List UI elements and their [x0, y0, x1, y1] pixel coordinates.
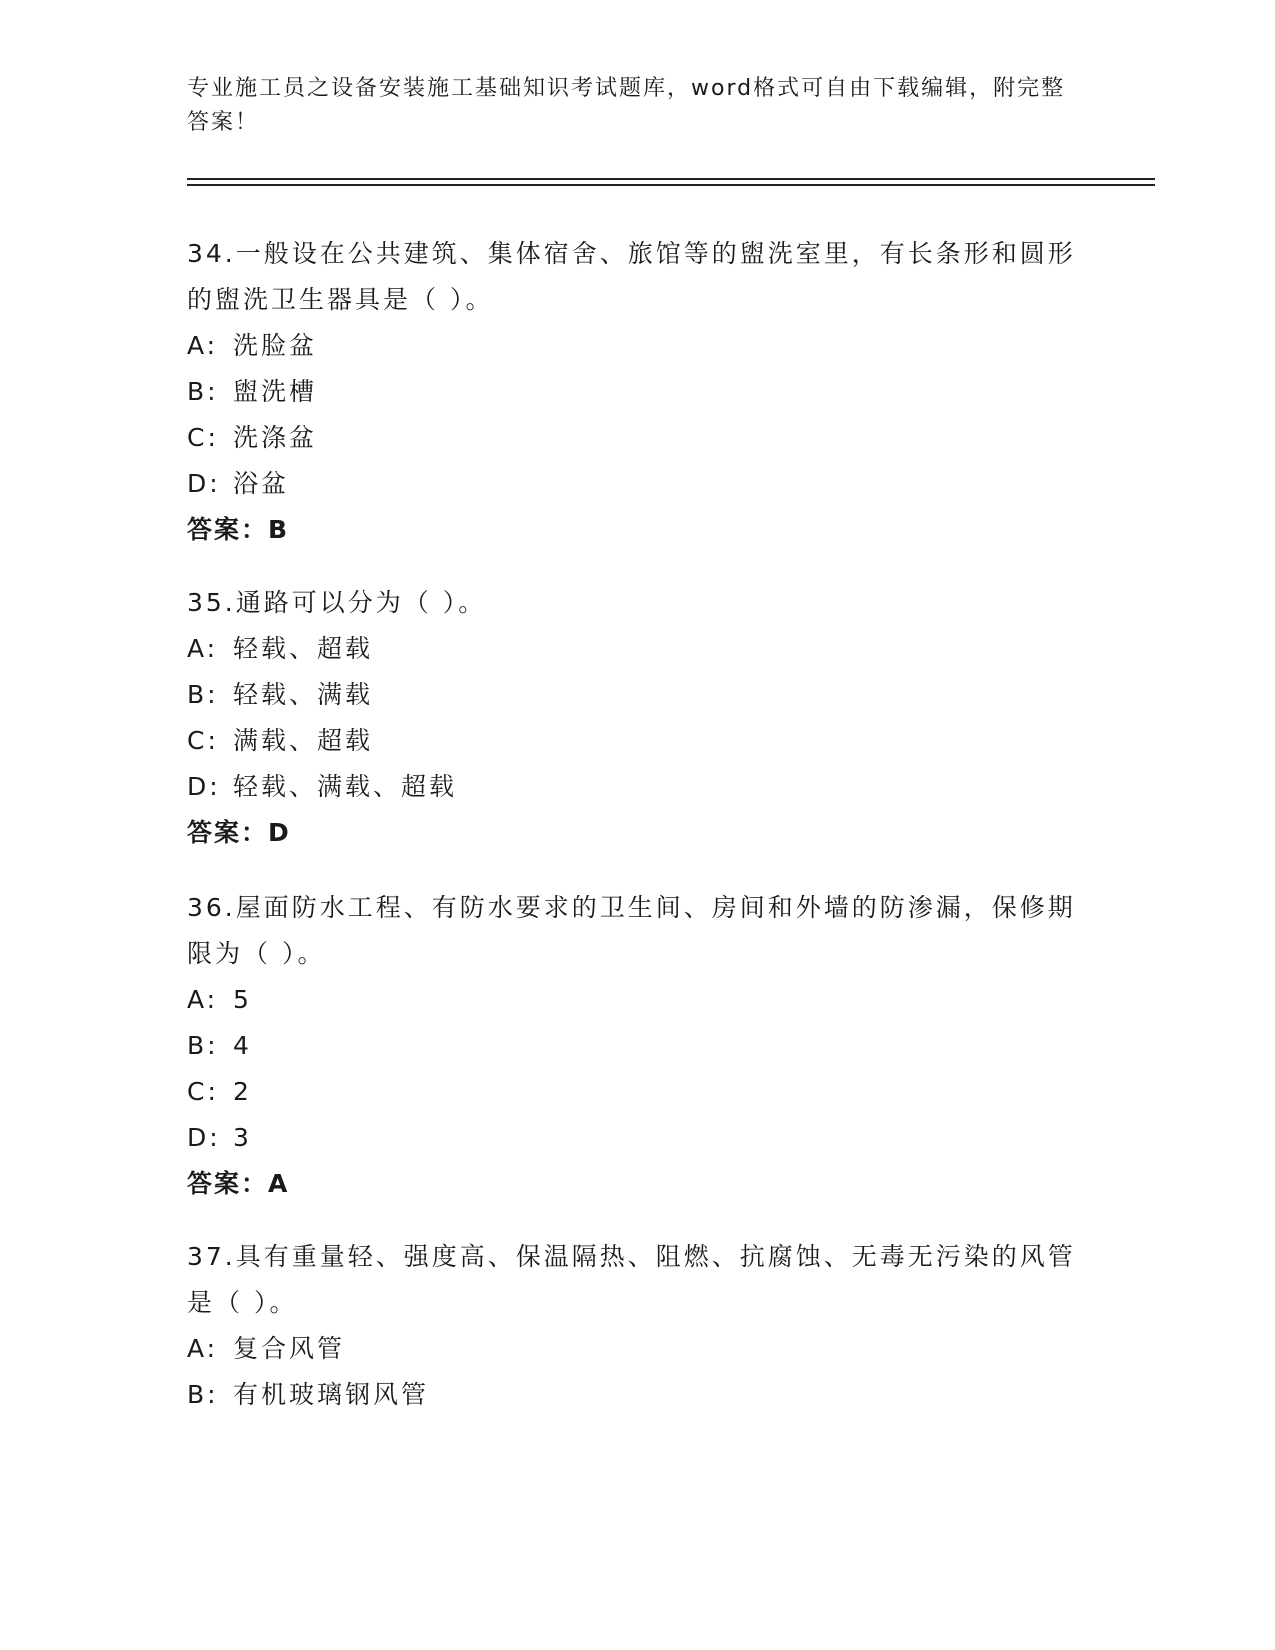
- option-a: [187, 323, 1087, 369]
- option-text: 盥洗槽: [233, 377, 318, 406]
- option-text: 浴盆: [233, 469, 290, 498]
- option-b: [187, 1372, 1087, 1418]
- question-34: [187, 231, 1087, 553]
- option-d: [187, 461, 1087, 507]
- option-text: 2: [233, 1077, 252, 1106]
- option-b: [187, 1023, 1087, 1069]
- option-a: [187, 626, 1087, 672]
- option-letter: B:: [187, 1031, 219, 1060]
- option-text: 5: [233, 985, 252, 1014]
- option-letter: D:: [187, 772, 221, 801]
- question-35: [187, 580, 1087, 856]
- option-text: 洗脸盆: [233, 331, 318, 360]
- question-text: 37.具有重量轻、强度高、保温隔热、阻燃、抗腐蚀、无毒无污染的风管是（ ）。: [187, 1242, 1076, 1317]
- option-letter: D:: [187, 469, 221, 498]
- question-37: [187, 1234, 1087, 1418]
- option-text: 轻载、满载、超载: [233, 772, 458, 801]
- option-letter: A:: [187, 634, 219, 663]
- option-letter: B:: [187, 1380, 219, 1409]
- document-header: 专业施工员之设备安装施工基础知识考试题库，word格式可自由下载编辑，附完整答案！: [187, 76, 1066, 135]
- option-text: 复合风管: [233, 1334, 346, 1363]
- option-c: [187, 415, 1087, 461]
- option-text: 满载、超载: [233, 726, 374, 755]
- option-c: [187, 1069, 1087, 1115]
- option-d: [187, 1115, 1087, 1161]
- option-text: 3: [233, 1123, 252, 1152]
- option-text: 轻载、满载: [233, 680, 374, 709]
- option-letter: A:: [187, 985, 219, 1014]
- option-letter: A:: [187, 1334, 219, 1363]
- option-letter: C:: [187, 726, 219, 755]
- option-letter: C:: [187, 423, 219, 452]
- answer: 答案：D: [187, 818, 291, 847]
- option-letter: D:: [187, 1123, 221, 1152]
- question-text: 35.通路可以分为（ ）。: [187, 588, 487, 617]
- answer: 答案：A: [187, 1169, 290, 1198]
- option-text: 轻载、超载: [233, 634, 374, 663]
- option-b: [187, 672, 1087, 718]
- question-text: 34.一般设在公共建筑、集体宿舍、旅馆等的盥洗室里，有长条形和圆形的盥洗卫生器具是（ ）。: [187, 239, 1076, 314]
- question-text: 36.屋面防水工程、有防水要求的卫生间、房间和外墙的防渗漏，保修期限为（ ）。: [187, 893, 1076, 968]
- option-text: 有机玻璃钢风管: [233, 1380, 430, 1409]
- question-36: [187, 885, 1087, 1207]
- option-d: [187, 764, 1087, 810]
- header-divider-top: [187, 178, 1155, 180]
- option-a: [187, 1326, 1087, 1372]
- option-letter: B:: [187, 680, 219, 709]
- option-letter: A:: [187, 331, 219, 360]
- option-letter: B:: [187, 377, 219, 406]
- option-a: [187, 977, 1087, 1023]
- header-divider-bottom: [187, 184, 1155, 186]
- answer: 答案：B: [187, 515, 290, 544]
- option-c: [187, 718, 1087, 764]
- option-text: 4: [233, 1031, 252, 1060]
- option-b: [187, 369, 1087, 415]
- option-text: 洗涤盆: [233, 423, 318, 452]
- option-letter: C:: [187, 1077, 219, 1106]
